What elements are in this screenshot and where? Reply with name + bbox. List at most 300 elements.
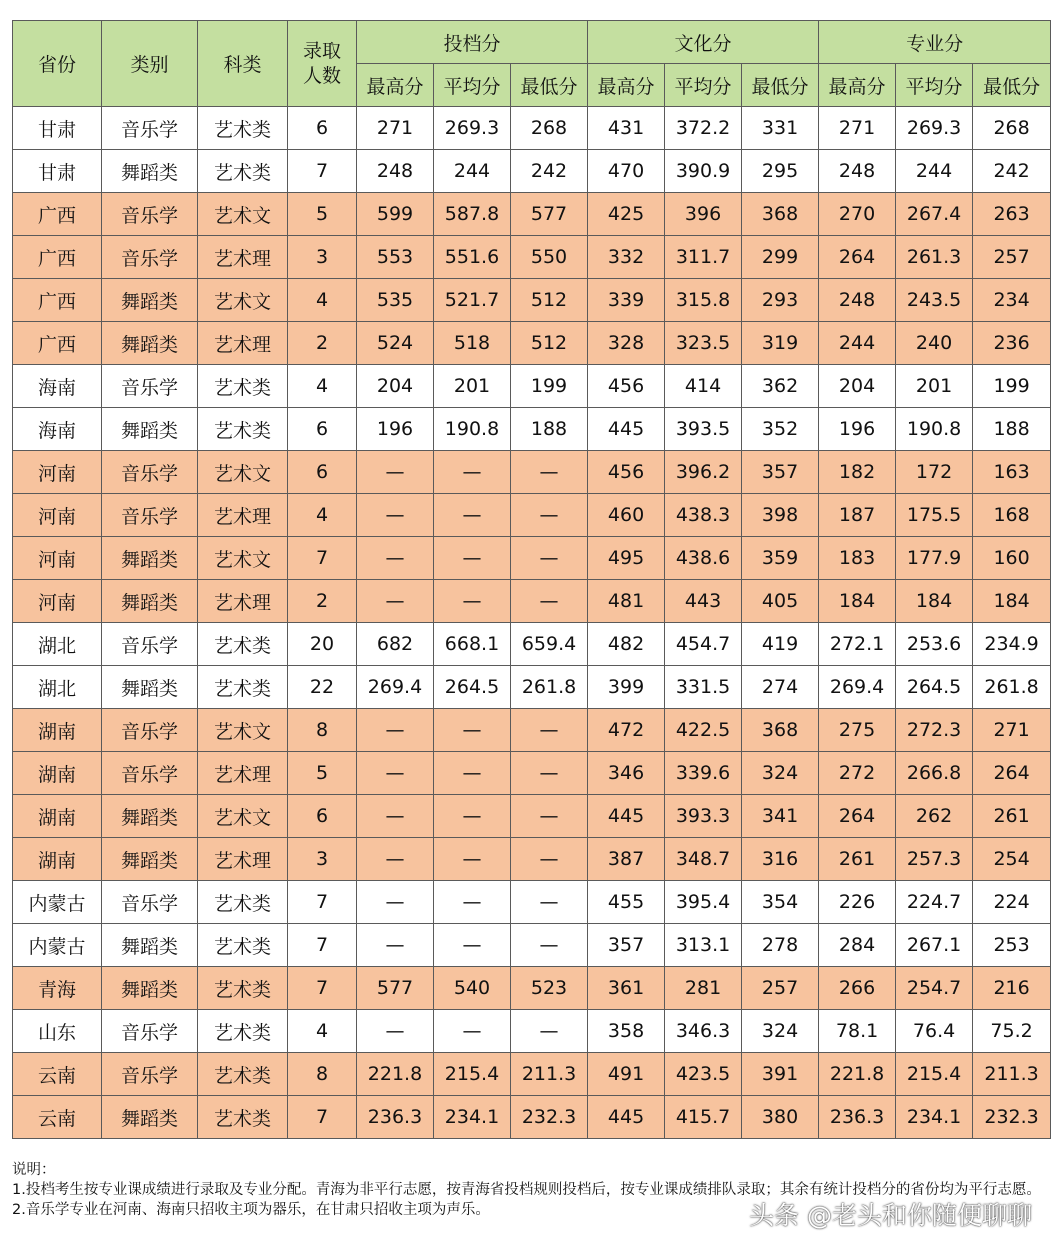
cell-wenhua-avg: 396 (665, 193, 742, 236)
cell-zhuanye-min: 271 (973, 709, 1051, 752)
cell-wenhua-max: 332 (588, 236, 665, 279)
cell-wenhua-avg: 313.1 (665, 924, 742, 967)
cell-zhuanye-max: 284 (819, 924, 896, 967)
cell-zhuanye-avg: 224.7 (896, 881, 973, 924)
cell-wenhua-min: 354 (742, 881, 819, 924)
cell-province: 云南 (13, 1096, 102, 1139)
cell-category: 舞蹈类 (102, 924, 198, 967)
table-row (13, 709, 1051, 752)
cell-wenhua-avg: 423.5 (665, 1053, 742, 1096)
cell-wenhua-avg: 414 (665, 365, 742, 408)
cell-zhuanye-min: 211.3 (973, 1053, 1051, 1096)
cell-admitted: 4 (288, 1010, 357, 1053)
cell-province: 海南 (13, 408, 102, 451)
header-wenhua-avg: 平均分 (665, 64, 742, 107)
cell-admitted: 6 (288, 795, 357, 838)
cell-admitted: 7 (288, 150, 357, 193)
cell-province: 河南 (13, 537, 102, 580)
cell-category: 音乐学 (102, 451, 198, 494)
header-zhuanye-min: 最低分 (973, 64, 1051, 107)
cell-category: 音乐学 (102, 365, 198, 408)
header-province: 省份 (13, 21, 102, 107)
cell-toudang-max: 553 (357, 236, 434, 279)
cell-subject: 艺术类 (198, 1010, 288, 1053)
cell-zhuanye-avg: 172 (896, 451, 973, 494)
cell-wenhua-max: 445 (588, 1096, 665, 1139)
cell-toudang-avg: — (434, 795, 511, 838)
cell-province: 海南 (13, 365, 102, 408)
cell-wenhua-max: 339 (588, 279, 665, 322)
cell-zhuanye-avg: 266.8 (896, 752, 973, 795)
cell-toudang-avg: — (434, 709, 511, 752)
cell-wenhua-avg: 443 (665, 580, 742, 623)
cell-wenhua-avg: 372.2 (665, 107, 742, 150)
cell-toudang-avg: 201 (434, 365, 511, 408)
cell-toudang-avg: 244 (434, 150, 511, 193)
cell-admitted: 7 (288, 967, 357, 1010)
cell-category: 音乐学 (102, 1053, 198, 1096)
cell-subject: 艺术理 (198, 580, 288, 623)
cell-toudang-min: — (511, 451, 588, 494)
table-row (13, 795, 1051, 838)
table-row (13, 365, 1051, 408)
cell-province: 湖北 (13, 666, 102, 709)
cell-wenhua-avg: 393.3 (665, 795, 742, 838)
cell-toudang-avg: — (434, 580, 511, 623)
cell-category: 音乐学 (102, 236, 198, 279)
header-toudang-max: 最高分 (357, 64, 434, 107)
cell-subject: 艺术文 (198, 795, 288, 838)
cell-zhuanye-avg: 240 (896, 322, 973, 365)
cell-wenhua-max: 481 (588, 580, 665, 623)
cell-wenhua-max: 425 (588, 193, 665, 236)
cell-toudang-max: — (357, 709, 434, 752)
cell-toudang-min: 577 (511, 193, 588, 236)
cell-wenhua-min: 293 (742, 279, 819, 322)
cell-category: 舞蹈类 (102, 666, 198, 709)
cell-wenhua-min: 331 (742, 107, 819, 150)
cell-admitted: 5 (288, 193, 357, 236)
cell-province: 湖南 (13, 752, 102, 795)
cell-wenhua-min: 274 (742, 666, 819, 709)
cell-wenhua-avg: 454.7 (665, 623, 742, 666)
cell-wenhua-min: 257 (742, 967, 819, 1010)
table-row (13, 322, 1051, 365)
cell-category: 舞蹈类 (102, 580, 198, 623)
cell-toudang-avg: 587.8 (434, 193, 511, 236)
table-row (13, 838, 1051, 881)
header-category: 类别 (102, 21, 198, 107)
cell-zhuanye-avg: 261.3 (896, 236, 973, 279)
cell-wenhua-min: 319 (742, 322, 819, 365)
cell-admitted: 22 (288, 666, 357, 709)
cell-subject: 艺术理 (198, 322, 288, 365)
cell-wenhua-min: 324 (742, 752, 819, 795)
cell-subject: 艺术类 (198, 967, 288, 1010)
cell-wenhua-avg: 331.5 (665, 666, 742, 709)
table-row (13, 193, 1051, 236)
cell-wenhua-max: 470 (588, 150, 665, 193)
cell-wenhua-max: 495 (588, 537, 665, 580)
cell-toudang-max: 599 (357, 193, 434, 236)
table-row (13, 279, 1051, 322)
cell-wenhua-avg: 323.5 (665, 322, 742, 365)
cell-zhuanye-max: 204 (819, 365, 896, 408)
cell-admitted: 4 (288, 365, 357, 408)
cell-toudang-min: — (511, 881, 588, 924)
cell-subject: 艺术类 (198, 666, 288, 709)
cell-subject: 艺术理 (198, 838, 288, 881)
cell-wenhua-min: 359 (742, 537, 819, 580)
cell-admitted: 7 (288, 924, 357, 967)
header-toudang-min: 最低分 (511, 64, 588, 107)
cell-toudang-max: — (357, 752, 434, 795)
cell-wenhua-min: 398 (742, 494, 819, 537)
header-wenhua-min: 最低分 (742, 64, 819, 107)
cell-toudang-avg: 190.8 (434, 408, 511, 451)
table-row (13, 1096, 1051, 1139)
cell-toudang-max: 248 (357, 150, 434, 193)
cell-zhuanye-avg: 272.3 (896, 709, 973, 752)
cell-zhuanye-min: 268 (973, 107, 1051, 150)
table-row (13, 924, 1051, 967)
table-row (13, 1053, 1051, 1096)
cell-toudang-max: 271 (357, 107, 434, 150)
cell-province: 云南 (13, 1053, 102, 1096)
cell-zhuanye-max: 272 (819, 752, 896, 795)
cell-toudang-min: 261.8 (511, 666, 588, 709)
cell-category: 舞蹈类 (102, 1096, 198, 1139)
cell-province: 湖南 (13, 795, 102, 838)
cell-toudang-min: 232.3 (511, 1096, 588, 1139)
cell-province: 甘肃 (13, 107, 102, 150)
cell-category: 舞蹈类 (102, 537, 198, 580)
cell-subject: 艺术理 (198, 494, 288, 537)
header-admitted (288, 21, 357, 107)
table-row (13, 408, 1051, 451)
header-zhuanye-avg: 平均分 (896, 64, 973, 107)
cell-wenhua-max: 328 (588, 322, 665, 365)
cell-toudang-avg: — (434, 752, 511, 795)
cell-wenhua-max: 445 (588, 795, 665, 838)
cell-zhuanye-max: 236.3 (819, 1096, 896, 1139)
table-row (13, 150, 1051, 193)
cell-toudang-max: 577 (357, 967, 434, 1010)
cell-zhuanye-max: 266 (819, 967, 896, 1010)
cell-province: 湖北 (13, 623, 102, 666)
cell-zhuanye-max: 261 (819, 838, 896, 881)
cell-wenhua-max: 456 (588, 365, 665, 408)
cell-province: 内蒙古 (13, 881, 102, 924)
table-row (13, 236, 1051, 279)
table-row (13, 623, 1051, 666)
cell-zhuanye-avg: 184 (896, 580, 973, 623)
cell-wenhua-min: 419 (742, 623, 819, 666)
cell-subject: 艺术类 (198, 924, 288, 967)
cell-wenhua-max: 445 (588, 408, 665, 451)
cell-subject: 艺术文 (198, 537, 288, 580)
cell-wenhua-min: 405 (742, 580, 819, 623)
cell-subject: 艺术文 (198, 193, 288, 236)
cell-toudang-min: 188 (511, 408, 588, 451)
cell-wenhua-avg: 390.9 (665, 150, 742, 193)
cell-toudang-avg: — (434, 494, 511, 537)
cell-wenhua-max: 361 (588, 967, 665, 1010)
cell-wenhua-avg: 348.7 (665, 838, 742, 881)
cell-wenhua-min: 324 (742, 1010, 819, 1053)
cell-toudang-max: 221.8 (357, 1053, 434, 1096)
cell-admitted: 7 (288, 881, 357, 924)
cell-zhuanye-avg: 267.1 (896, 924, 973, 967)
cell-wenhua-max: 455 (588, 881, 665, 924)
cell-subject: 艺术类 (198, 1096, 288, 1139)
cell-zhuanye-max: 226 (819, 881, 896, 924)
cell-wenhua-min: 357 (742, 451, 819, 494)
cell-zhuanye-min: 163 (973, 451, 1051, 494)
header-toudang-avg: 平均分 (434, 64, 511, 107)
cell-zhuanye-max: 183 (819, 537, 896, 580)
cell-zhuanye-min: 188 (973, 408, 1051, 451)
cell-wenhua-min: 368 (742, 193, 819, 236)
notes-line-2: 2.音乐学专业在河南、海南只招收主项为器乐，在甘肃只招收主项为声乐。 (12, 1202, 490, 1218)
cell-province: 广西 (13, 193, 102, 236)
cell-toudang-min: — (511, 1010, 588, 1053)
cell-zhuanye-avg: 215.4 (896, 1053, 973, 1096)
cell-wenhua-min: 362 (742, 365, 819, 408)
cell-category: 音乐学 (102, 623, 198, 666)
cell-wenhua-avg: 422.5 (665, 709, 742, 752)
cell-toudang-avg: 551.6 (434, 236, 511, 279)
cell-toudang-min: 211.3 (511, 1053, 588, 1096)
cell-zhuanye-min: 263 (973, 193, 1051, 236)
notes-line-1: 1.投档考生按专业课成绩进行录取及专业分配。青海为非平行志愿，按青海省投档规则投档后，按专业课成绩排队录取；其余有统计投档分的省份均为平行志愿。 (12, 1182, 1041, 1198)
cell-category: 音乐学 (102, 193, 198, 236)
header-group-wenhua: 文化分 (588, 21, 819, 64)
cell-province: 河南 (13, 494, 102, 537)
cell-zhuanye-max: 271 (819, 107, 896, 150)
cell-zhuanye-avg: 264.5 (896, 666, 973, 709)
cell-wenhua-min: 341 (742, 795, 819, 838)
table-header (13, 21, 1051, 107)
cell-toudang-min: 550 (511, 236, 588, 279)
cell-toudang-max: — (357, 451, 434, 494)
cell-category: 舞蹈类 (102, 279, 198, 322)
cell-province: 河南 (13, 580, 102, 623)
cell-toudang-max: — (357, 494, 434, 537)
cell-province: 内蒙古 (13, 924, 102, 967)
cell-subject: 艺术文 (198, 709, 288, 752)
cell-toudang-avg: — (434, 451, 511, 494)
cell-wenhua-avg: 395.4 (665, 881, 742, 924)
cell-province: 广西 (13, 322, 102, 365)
cell-toudang-max: — (357, 580, 434, 623)
cell-toudang-max: 535 (357, 279, 434, 322)
cell-wenhua-max: 358 (588, 1010, 665, 1053)
cell-toudang-max: — (357, 838, 434, 881)
cell-toudang-min: — (511, 709, 588, 752)
cell-wenhua-avg: 396.2 (665, 451, 742, 494)
cell-toudang-max: 524 (357, 322, 434, 365)
header-subject: 科类 (198, 21, 288, 107)
cell-toudang-min: 242 (511, 150, 588, 193)
cell-category: 舞蹈类 (102, 150, 198, 193)
cell-admitted: 8 (288, 1053, 357, 1096)
cell-wenhua-max: 460 (588, 494, 665, 537)
cell-toudang-avg: 521.7 (434, 279, 511, 322)
cell-wenhua-min: 316 (742, 838, 819, 881)
cell-zhuanye-min: 232.3 (973, 1096, 1051, 1139)
cell-subject: 艺术类 (198, 881, 288, 924)
cell-zhuanye-min: 75.2 (973, 1010, 1051, 1053)
cell-toudang-min: — (511, 580, 588, 623)
cell-province: 广西 (13, 236, 102, 279)
cell-toudang-avg: 264.5 (434, 666, 511, 709)
cell-toudang-min: 199 (511, 365, 588, 408)
cell-admitted: 2 (288, 580, 357, 623)
cell-toudang-avg: — (434, 924, 511, 967)
cell-toudang-avg: 540 (434, 967, 511, 1010)
cell-toudang-max: — (357, 924, 434, 967)
cell-toudang-max: 269.4 (357, 666, 434, 709)
cell-category: 舞蹈类 (102, 967, 198, 1010)
cell-zhuanye-min: 254 (973, 838, 1051, 881)
cell-toudang-min: — (511, 838, 588, 881)
cell-admitted: 6 (288, 107, 357, 150)
cell-subject: 艺术类 (198, 365, 288, 408)
cell-zhuanye-min: 234 (973, 279, 1051, 322)
cell-zhuanye-avg: 177.9 (896, 537, 973, 580)
cell-zhuanye-avg: 175.5 (896, 494, 973, 537)
cell-zhuanye-max: 269.4 (819, 666, 896, 709)
cell-category: 音乐学 (102, 752, 198, 795)
cell-zhuanye-min: 224 (973, 881, 1051, 924)
cell-zhuanye-max: 184 (819, 580, 896, 623)
cell-subject: 艺术类 (198, 408, 288, 451)
cell-admitted: 3 (288, 838, 357, 881)
cell-category: 音乐学 (102, 494, 198, 537)
cell-wenhua-min: 352 (742, 408, 819, 451)
cell-admitted: 7 (288, 537, 357, 580)
cell-province: 甘肃 (13, 150, 102, 193)
cell-zhuanye-avg: 267.4 (896, 193, 973, 236)
cell-wenhua-max: 491 (588, 1053, 665, 1096)
cell-zhuanye-avg: 254.7 (896, 967, 973, 1010)
cell-admitted: 6 (288, 451, 357, 494)
cell-admitted: 8 (288, 709, 357, 752)
table-row (13, 1010, 1051, 1053)
cell-province: 山东 (13, 1010, 102, 1053)
cell-wenhua-avg: 438.3 (665, 494, 742, 537)
cell-zhuanye-avg: 234.1 (896, 1096, 973, 1139)
cell-wenhua-max: 482 (588, 623, 665, 666)
cell-zhuanye-avg: 257.3 (896, 838, 973, 881)
cell-subject: 艺术文 (198, 451, 288, 494)
table-row (13, 537, 1051, 580)
cell-toudang-avg: — (434, 537, 511, 580)
header-wenhua-max: 最高分 (588, 64, 665, 107)
cell-toudang-max: — (357, 881, 434, 924)
cell-zhuanye-avg: 243.5 (896, 279, 973, 322)
cell-toudang-min: — (511, 752, 588, 795)
score-table (12, 20, 1051, 1139)
cell-wenhua-max: 387 (588, 838, 665, 881)
cell-toudang-min: — (511, 537, 588, 580)
cell-wenhua-max: 431 (588, 107, 665, 150)
watermark-text: 头条 @老头和你随便聊聊 (749, 1201, 1032, 1230)
notes-title: 说明： (12, 1162, 56, 1178)
cell-zhuanye-max: 196 (819, 408, 896, 451)
cell-zhuanye-max: 244 (819, 322, 896, 365)
table-row (13, 967, 1051, 1010)
cell-admitted: 20 (288, 623, 357, 666)
cell-category: 舞蹈类 (102, 322, 198, 365)
cell-toudang-max: — (357, 1010, 434, 1053)
table-row (13, 580, 1051, 623)
cell-zhuanye-min: 216 (973, 967, 1051, 1010)
cell-zhuanye-max: 275 (819, 709, 896, 752)
cell-zhuanye-min: 264 (973, 752, 1051, 795)
cell-subject: 艺术类 (198, 1053, 288, 1096)
cell-subject: 艺术类 (198, 150, 288, 193)
cell-toudang-max: — (357, 537, 434, 580)
cell-zhuanye-max: 272.1 (819, 623, 896, 666)
cell-wenhua-avg: 311.7 (665, 236, 742, 279)
cell-zhuanye-min: 261.8 (973, 666, 1051, 709)
cell-toudang-max: 204 (357, 365, 434, 408)
cell-zhuanye-min: 242 (973, 150, 1051, 193)
cell-zhuanye-min: 253 (973, 924, 1051, 967)
cell-toudang-avg: 269.3 (434, 107, 511, 150)
cell-toudang-min: — (511, 494, 588, 537)
cell-toudang-avg: 215.4 (434, 1053, 511, 1096)
table-row (13, 881, 1051, 924)
table-body (13, 107, 1051, 1139)
cell-province: 青海 (13, 967, 102, 1010)
cell-category: 音乐学 (102, 881, 198, 924)
cell-toudang-avg: 668.1 (434, 623, 511, 666)
cell-toudang-min: 523 (511, 967, 588, 1010)
cell-toudang-min: 268 (511, 107, 588, 150)
cell-toudang-min: 512 (511, 279, 588, 322)
cell-subject: 艺术类 (198, 107, 288, 150)
cell-category: 音乐学 (102, 709, 198, 752)
cell-province: 河南 (13, 451, 102, 494)
cell-zhuanye-min: 257 (973, 236, 1051, 279)
cell-zhuanye-min: 234.9 (973, 623, 1051, 666)
cell-wenhua-max: 456 (588, 451, 665, 494)
cell-wenhua-min: 299 (742, 236, 819, 279)
cell-zhuanye-max: 264 (819, 236, 896, 279)
cell-wenhua-avg: 281 (665, 967, 742, 1010)
cell-zhuanye-min: 236 (973, 322, 1051, 365)
cell-zhuanye-avg: 244 (896, 150, 973, 193)
cell-wenhua-avg: 438.6 (665, 537, 742, 580)
cell-category: 舞蹈类 (102, 838, 198, 881)
cell-zhuanye-max: 264 (819, 795, 896, 838)
table-row (13, 752, 1051, 795)
cell-zhuanye-max: 248 (819, 150, 896, 193)
cell-zhuanye-max: 221.8 (819, 1053, 896, 1096)
cell-wenhua-max: 357 (588, 924, 665, 967)
cell-admitted: 6 (288, 408, 357, 451)
cell-admitted: 7 (288, 1096, 357, 1139)
header-admitted-label: 录取人数 (302, 39, 341, 87)
cell-category: 音乐学 (102, 107, 198, 150)
cell-admitted: 4 (288, 279, 357, 322)
cell-toudang-avg: — (434, 1010, 511, 1053)
cell-wenhua-min: 278 (742, 924, 819, 967)
header-group-zhuanye: 专业分 (819, 21, 1051, 64)
